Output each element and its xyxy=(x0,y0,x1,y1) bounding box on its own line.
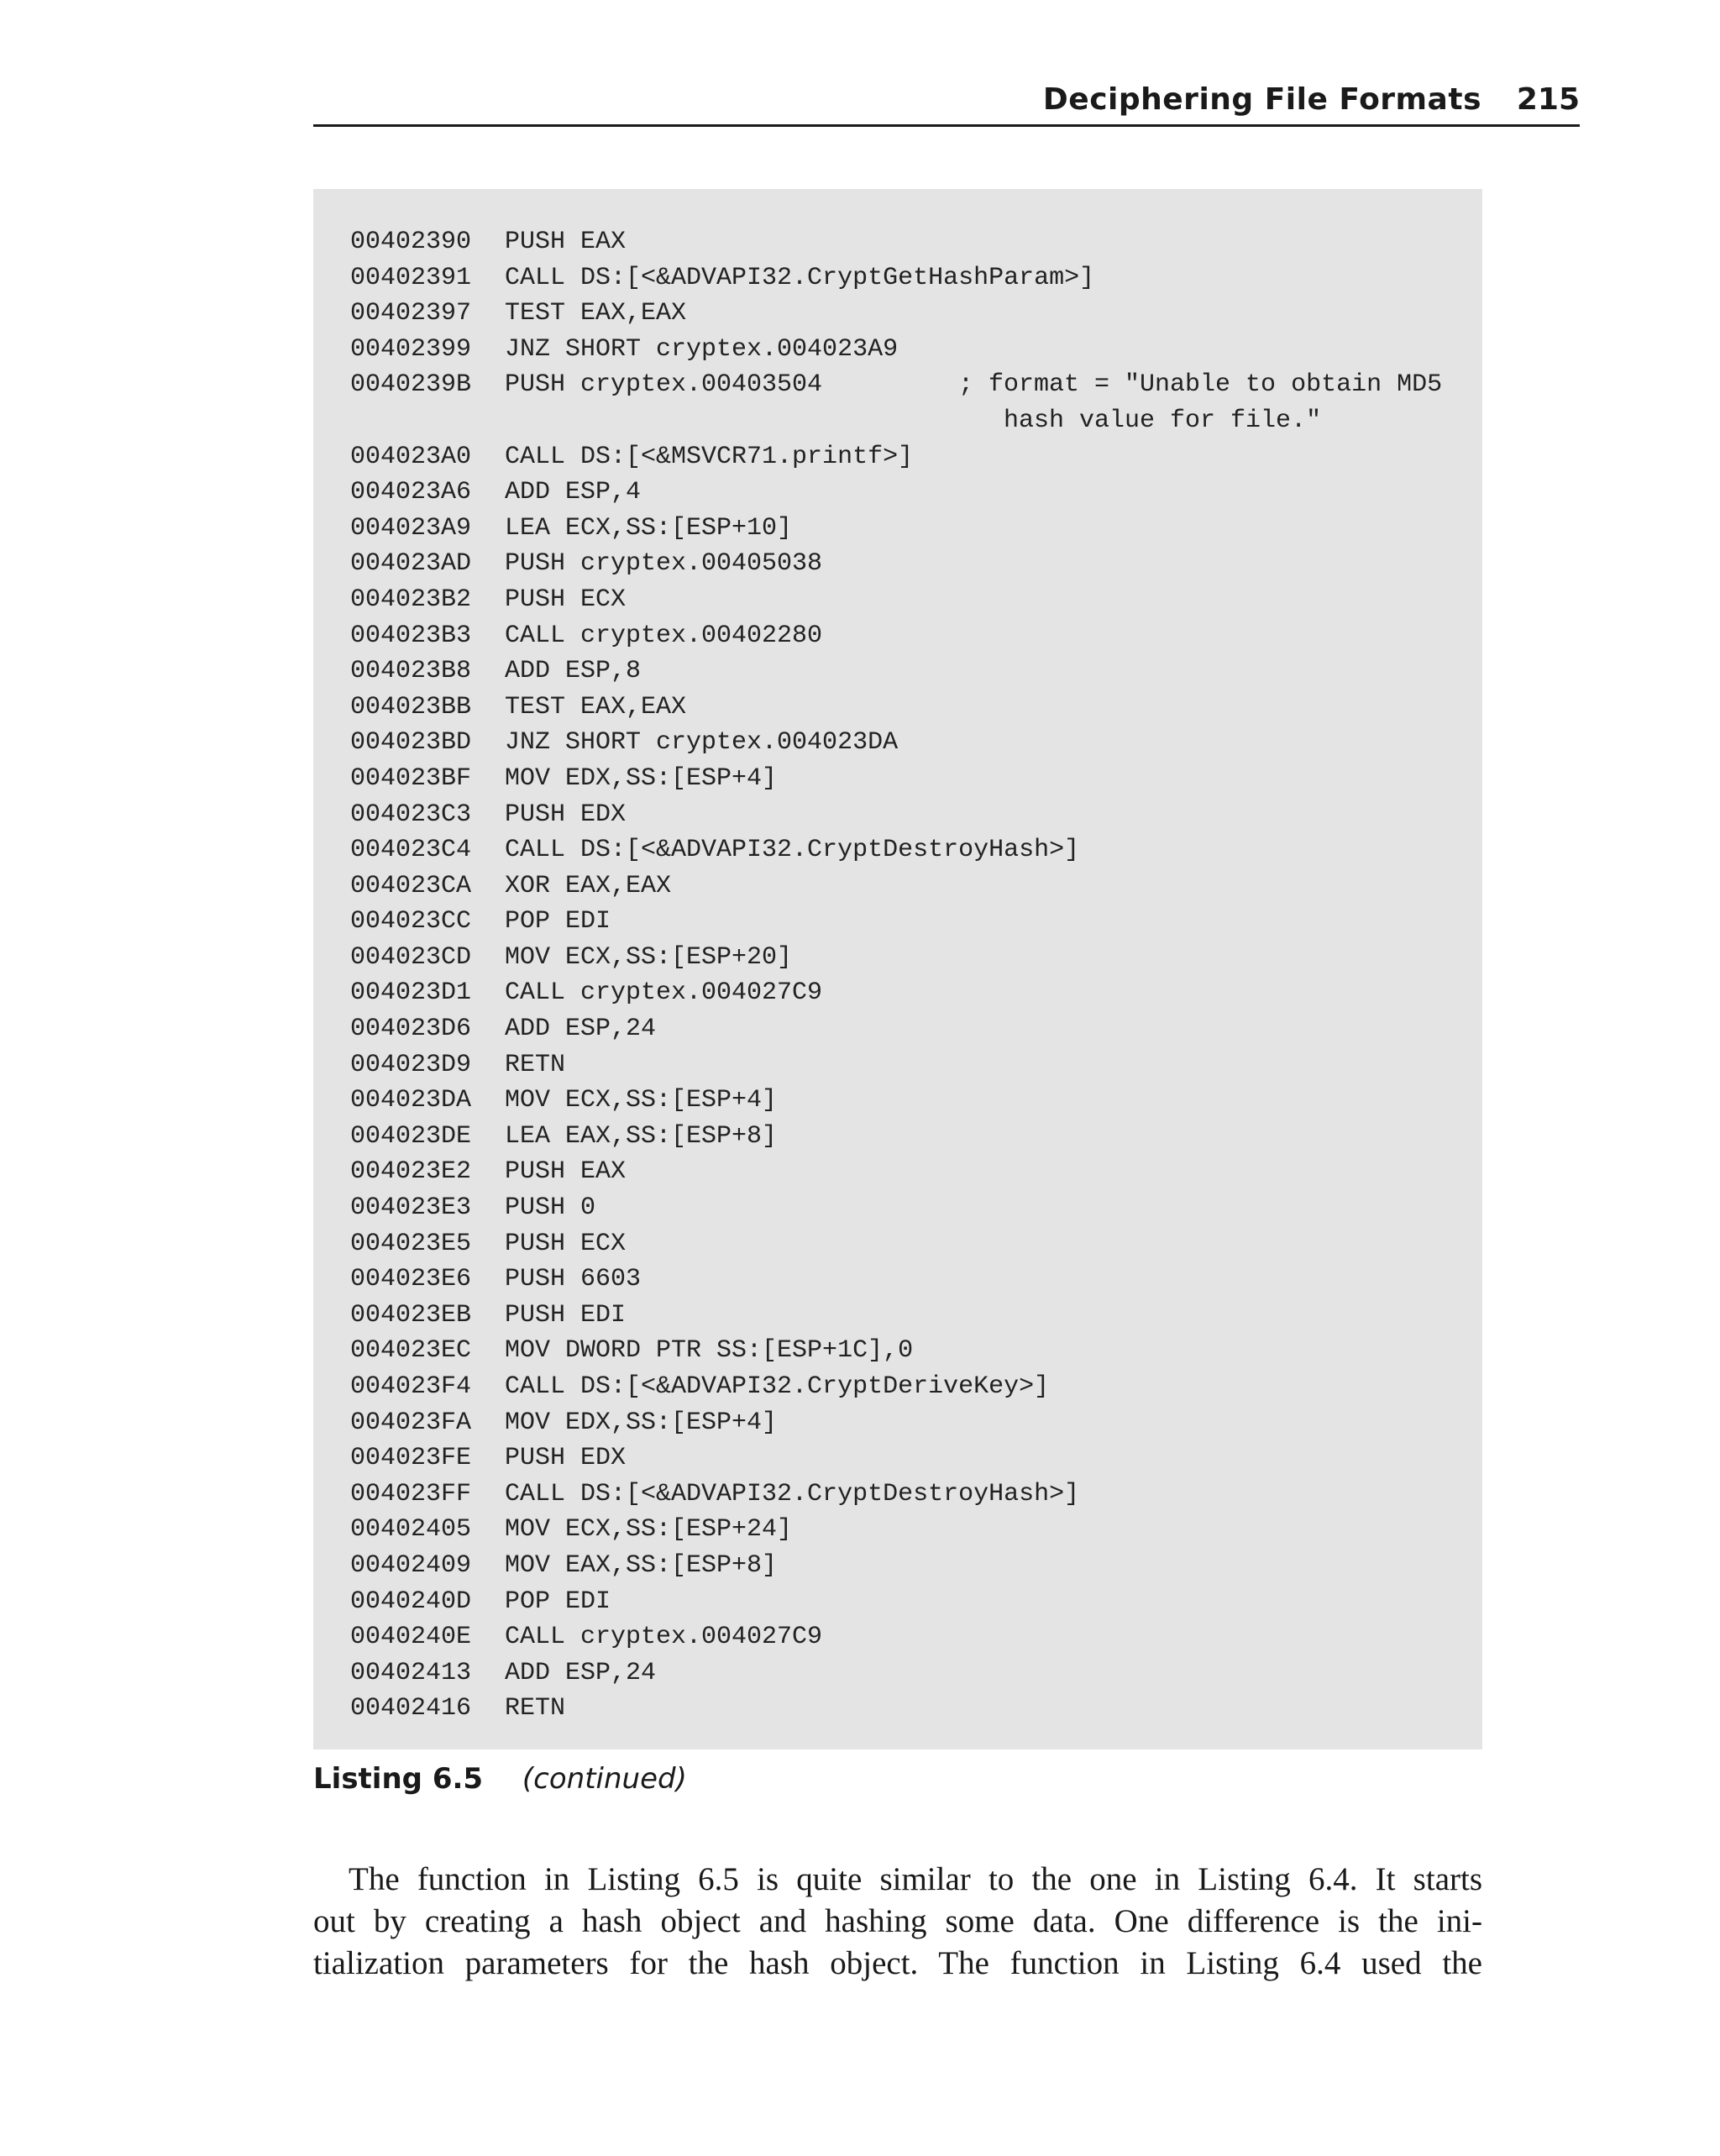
code-instruction: MOV ECX,SS:[ESP+4] xyxy=(505,1086,778,1115)
body-line: The function in Listing 6.5 is quite similar to the one in Listing 6.4. It starts xyxy=(349,1861,1482,1897)
code-instruction: PUSH EAX xyxy=(505,1157,627,1187)
code-instruction: CALL DS:[<&ADVAPI32.CryptDeriveKey>] xyxy=(505,1372,1050,1401)
code-instruction: PUSH cryptex.00405038 xyxy=(505,549,823,579)
code-line xyxy=(350,439,1442,475)
code-line xyxy=(350,618,1442,654)
code-address: 004023EB xyxy=(350,1300,472,1330)
code-line xyxy=(350,1190,1442,1226)
code-address: 004023C4 xyxy=(350,836,472,865)
code-instruction: CALL cryptex.00402280 xyxy=(505,621,823,650)
running-header-title: Deciphering File Formats xyxy=(1042,82,1481,117)
code-instruction: CALL cryptex.004027C9 xyxy=(505,1623,823,1652)
code-line xyxy=(350,475,1442,511)
code-instruction: CALL DS:[<&ADVAPI32.CryptGetHashParam>] xyxy=(505,263,1095,292)
code-instruction: ADD ESP,24 xyxy=(505,1658,657,1687)
code-instruction: LEA ECX,SS:[ESP+10] xyxy=(505,513,793,543)
code-line xyxy=(350,296,1442,332)
code-line xyxy=(350,1691,1442,1727)
code-instruction: XOR EAX,EAX xyxy=(505,871,672,900)
code-address: 004023E2 xyxy=(350,1157,472,1187)
code-line xyxy=(350,1083,1442,1119)
code-line xyxy=(350,403,1442,439)
code-address: 004023B3 xyxy=(350,621,472,650)
code-instruction: JNZ SHORT cryptex.004023A9 xyxy=(505,334,899,364)
code-address: 004023CA xyxy=(350,871,472,900)
code-line xyxy=(350,1584,1442,1620)
code-address: 004023B2 xyxy=(350,585,472,614)
code-line xyxy=(350,1440,1442,1477)
code-instruction: POP EDI xyxy=(505,1587,611,1616)
code-address: 004023A9 xyxy=(350,513,472,543)
code-address: 004023EC xyxy=(350,1336,472,1366)
code-line xyxy=(350,940,1442,976)
code-line xyxy=(350,690,1442,726)
code-instruction: PUSH ECX xyxy=(505,585,627,614)
code-instruction: LEA EAX,SS:[ESP+8] xyxy=(505,1121,778,1151)
code-instruction: JNZ SHORT cryptex.004023DA xyxy=(505,728,899,758)
code-instruction: ADD ESP,4 xyxy=(505,478,642,507)
code-line xyxy=(350,653,1442,690)
code-address: 004023E3 xyxy=(350,1193,472,1223)
code-address: 00402391 xyxy=(350,263,472,292)
code-line xyxy=(350,332,1442,368)
code-line xyxy=(350,1047,1442,1083)
code-instruction: CALL DS:[<&ADVAPI32.CryptDestroyHash>] xyxy=(505,836,1080,865)
code-address: 00402409 xyxy=(350,1550,472,1580)
code-line xyxy=(350,832,1442,868)
code-address: 004023BF xyxy=(350,763,472,793)
code-line xyxy=(350,1262,1442,1298)
code-line xyxy=(350,797,1442,833)
page-number: 215 xyxy=(1516,82,1580,117)
code-address: 004023B8 xyxy=(350,657,472,686)
code-line xyxy=(350,260,1442,296)
code-instruction: POP EDI xyxy=(505,907,611,936)
code-instruction: MOV DWORD PTR SS:[ESP+1C],0 xyxy=(505,1336,914,1366)
code-instruction: MOV ECX,SS:[ESP+20] xyxy=(505,942,793,972)
code-address: 004023A6 xyxy=(350,478,472,507)
code-instruction: PUSH cryptex.00403504 xyxy=(505,370,823,400)
code-address: 004023D1 xyxy=(350,978,472,1008)
code-line xyxy=(350,1405,1442,1441)
code-instruction: PUSH EDI xyxy=(505,1300,627,1330)
code-line xyxy=(350,1369,1442,1405)
code-line xyxy=(350,1298,1442,1334)
code-lines xyxy=(350,224,1442,1727)
code-address: 004023DE xyxy=(350,1121,472,1151)
code-line xyxy=(350,367,1442,403)
code-address: 004023DA xyxy=(350,1086,472,1115)
code-address: 00402413 xyxy=(350,1658,472,1687)
code-address: 004023CC xyxy=(350,907,472,936)
code-instruction: PUSH ECX xyxy=(505,1229,627,1258)
code-address: 004023D9 xyxy=(350,1050,472,1079)
code-address: 004023CD xyxy=(350,942,472,972)
code-line xyxy=(350,1548,1442,1584)
code-address: 004023FE xyxy=(350,1444,472,1473)
running-header xyxy=(313,77,1580,127)
code-line xyxy=(350,546,1442,582)
code-address: 0040239B xyxy=(350,370,472,400)
code-address: 004023BB xyxy=(350,692,472,721)
code-instruction: PUSH EDX xyxy=(505,1444,627,1473)
code-address: 004023A0 xyxy=(350,442,472,471)
code-instruction: MOV ECX,SS:[ESP+24] xyxy=(505,1515,793,1545)
listing-caption-label: Listing 6.5 xyxy=(313,1762,484,1796)
code-line xyxy=(350,1477,1442,1513)
code-address: 00402399 xyxy=(350,334,472,364)
code-line xyxy=(350,511,1442,547)
code-line xyxy=(350,975,1442,1011)
code-address: 0040240D xyxy=(350,1587,472,1616)
code-line xyxy=(350,868,1442,905)
code-line xyxy=(350,1655,1442,1692)
listing-caption-note: (continued) xyxy=(522,1762,687,1796)
code-address: 00402405 xyxy=(350,1515,472,1545)
code-line xyxy=(350,582,1442,618)
code-line xyxy=(350,1619,1442,1655)
code-instruction: TEST EAX,EAX xyxy=(505,299,687,328)
code-line xyxy=(350,1226,1442,1262)
listing-caption xyxy=(313,1762,687,1796)
code-address: 004023C3 xyxy=(350,800,472,829)
code-line xyxy=(350,1333,1442,1369)
code-instruction: PUSH 6603 xyxy=(505,1265,642,1294)
code-instruction: CALL DS:[<&ADVAPI32.CryptDestroyHash>] xyxy=(505,1479,1080,1508)
code-listing xyxy=(313,189,1482,1749)
code-instruction: TEST EAX,EAX xyxy=(505,692,687,721)
code-address: 00402397 xyxy=(350,299,472,328)
code-address: 004023F4 xyxy=(350,1372,472,1401)
code-line xyxy=(350,1119,1442,1155)
code-line xyxy=(350,1011,1442,1047)
code-instruction: PUSH EAX xyxy=(505,228,627,256)
code-address: 004023E5 xyxy=(350,1229,472,1258)
code-instruction: PUSH EDX xyxy=(505,800,627,829)
code-line xyxy=(350,1154,1442,1190)
code-line xyxy=(350,1512,1442,1548)
code-address: 004023FA xyxy=(350,1408,472,1437)
code-comment: ; format = "Unable to obtain MD5 xyxy=(958,370,1443,400)
code-address: 00402390 xyxy=(350,228,472,256)
code-address: 004023D6 xyxy=(350,1015,472,1044)
body-paragraph xyxy=(313,1859,1482,1985)
code-address: 004023BD xyxy=(350,728,472,758)
code-address: 004023FF xyxy=(350,1479,472,1508)
code-instruction: MOV EDX,SS:[ESP+4] xyxy=(505,1408,778,1437)
code-instruction: RETN xyxy=(505,1694,566,1723)
code-instruction: RETN xyxy=(505,1050,566,1079)
body-line: out by creating a hash object and hashing some data. One difference is the ini- xyxy=(313,1903,1482,1939)
code-comment: hash value for file." xyxy=(958,406,1322,435)
code-line xyxy=(350,904,1442,940)
body-line: tialization parameters for the hash object. The function in Listing 6.4 used the xyxy=(313,1945,1482,1981)
code-instruction: ADD ESP,8 xyxy=(505,657,642,686)
code-address: 004023AD xyxy=(350,549,472,579)
code-instruction: CALL DS:[<&MSVCR71.printf>] xyxy=(505,442,914,471)
code-line xyxy=(350,761,1442,797)
code-instruction: CALL cryptex.004027C9 xyxy=(505,978,823,1008)
code-address: 004023E6 xyxy=(350,1265,472,1294)
code-address: 0040240E xyxy=(350,1623,472,1652)
code-line xyxy=(350,224,1442,260)
code-instruction: MOV EAX,SS:[ESP+8] xyxy=(505,1550,778,1580)
code-instruction: PUSH 0 xyxy=(505,1193,596,1223)
code-line xyxy=(350,725,1442,761)
code-address: 00402416 xyxy=(350,1694,472,1723)
code-instruction: ADD ESP,24 xyxy=(505,1015,657,1044)
code-instruction: MOV EDX,SS:[ESP+4] xyxy=(505,763,778,793)
